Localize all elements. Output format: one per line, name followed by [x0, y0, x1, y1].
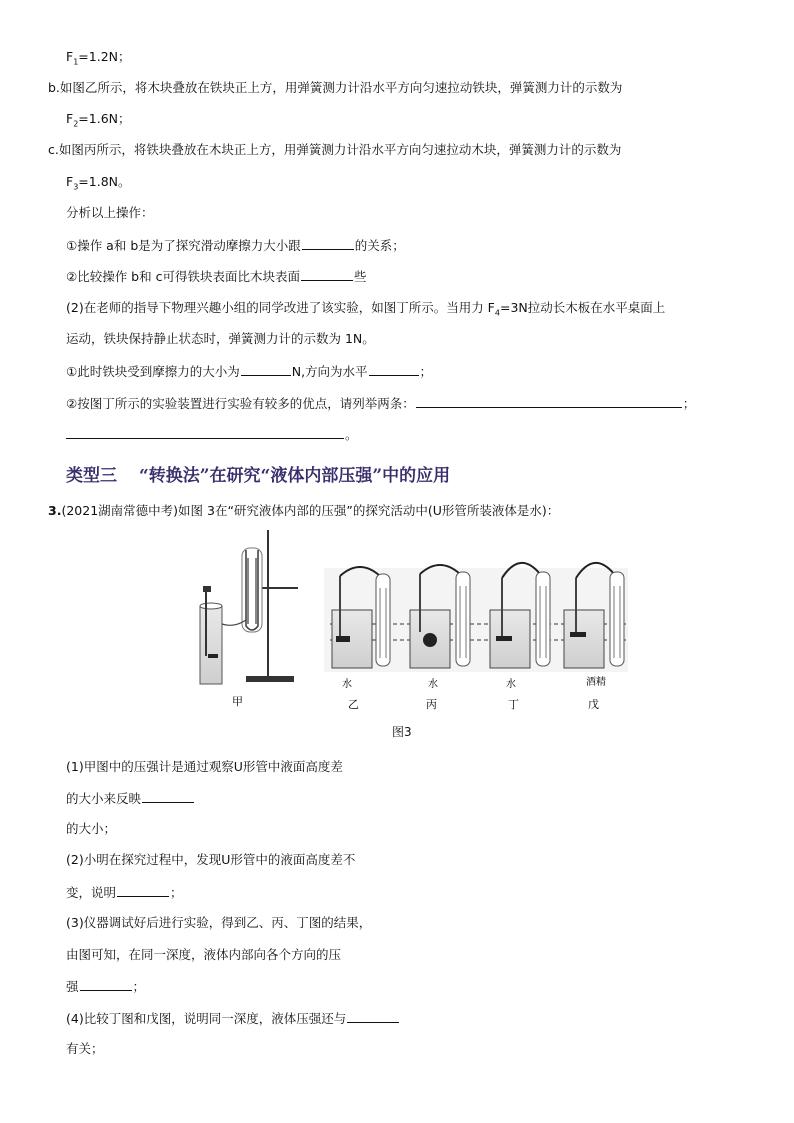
part-2-line: (2)在老师的指导下物理兴趣小组的同学改进了该实验，如图丁所示。当用力 $F_4=3N$拉动长木板在水平桌面上 — [66, 300, 666, 318]
subq-4-line-2: 有关； — [66, 1041, 104, 1056]
result-2-line: ②按图丁所示的实验装置进行实验有较多的优点，请列举两条： ； — [66, 396, 696, 411]
subq-4-line-1: (4)比较丁图和戊图，说明同一深度，液体压强还与 — [66, 1009, 400, 1028]
subq-1-line-2: 的大小来反映 — [66, 789, 195, 808]
answer-blank[interactable] — [302, 236, 354, 250]
result-1-line: ①此时铁块受到摩擦力的大小为 N,方向为水平 ； — [66, 364, 433, 379]
answer-blank[interactable] — [241, 362, 291, 376]
label-jia: 甲 — [232, 695, 243, 708]
subq-1-line-3: 的大小； — [66, 821, 117, 836]
answer-blank[interactable] — [301, 267, 353, 281]
apparatus-jia — [200, 530, 298, 684]
question-2-line: ②比较操作 b和 c可得铁块表面比木块表面 些 — [66, 269, 367, 284]
question-3-stem: 3.(2021湖南常德中考)如图 3在“研究液体内部的压强”的探究活动中(U形管所装液体是水)： — [48, 503, 560, 518]
result-2-line-2: 。 — [66, 425, 358, 444]
section-heading: 类型三 “转换法”在研究“液体内部压强”中的应用 — [66, 466, 451, 486]
answer-blank[interactable] — [142, 789, 194, 803]
answer-blank[interactable] — [117, 883, 169, 897]
label-ding: 丁 — [508, 698, 519, 710]
answer-blank[interactable] — [66, 425, 344, 439]
subq-2-line-1: (2)小明在探究过程中，发现U形管中的液面高度差不 — [66, 852, 356, 867]
subq-3-line-3: 强 ； — [66, 979, 146, 994]
step-c-text: c.如图丙所示，将铁块叠放在木块正上方，用弹簧测力计沿水平方向匀速拉动木块，弹簧测力计的示数为 — [48, 142, 622, 157]
answer-blank[interactable] — [347, 1009, 399, 1023]
answer-blank[interactable] — [80, 977, 132, 991]
f3-value-line: $F_3=1.8N$。 — [66, 174, 131, 192]
analysis-label: 分析以上操作： — [66, 205, 154, 220]
subq-3-line-2: 由图可知，在同一深度，液体内部向各个方向的压 — [66, 947, 342, 962]
figure-caption: 图3 — [392, 725, 412, 739]
label-wu: 戊 — [588, 698, 599, 710]
label-yi: 乙 — [348, 698, 359, 710]
liquid-label-yi: 水 — [342, 679, 352, 690]
f1-value-line: $F_1=1.2N$； — [66, 49, 131, 67]
f2-value-line: $F_2=1.6N$； — [66, 111, 131, 129]
figure-3 — [190, 528, 630, 710]
liquid-label-wu: 酒精 — [586, 677, 606, 688]
answer-blank[interactable] — [369, 362, 419, 376]
liquid-label-ding: 水 — [506, 679, 516, 690]
question-1-line: ①操作 a和 b是为了探究滑动摩擦力大小跟 的关系； — [66, 238, 405, 253]
step-b-text: b.如图乙所示，将木块叠放在铁块正上方，用弹簧测力计沿水平方向匀速拉动铁块，弹簧测力计的示数为 — [48, 80, 623, 95]
subq-1-line-1: (1)甲图中的压强计是通过观察U形管中液面高度差 — [66, 759, 343, 774]
label-bing: 丙 — [426, 698, 437, 710]
part-2-line-2: 运动，铁块保持静止状态时，弹簧测力计的示数为 1N。 — [66, 331, 375, 346]
liquid-label-bing: 水 — [428, 679, 438, 690]
subq-2-line-2: 变，说明 ； — [66, 885, 183, 900]
answer-blank[interactable] — [416, 394, 682, 408]
subq-3-line-1: (3)仪器调试好后进行实验，得到乙、丙、丁图的结果， — [66, 915, 372, 930]
